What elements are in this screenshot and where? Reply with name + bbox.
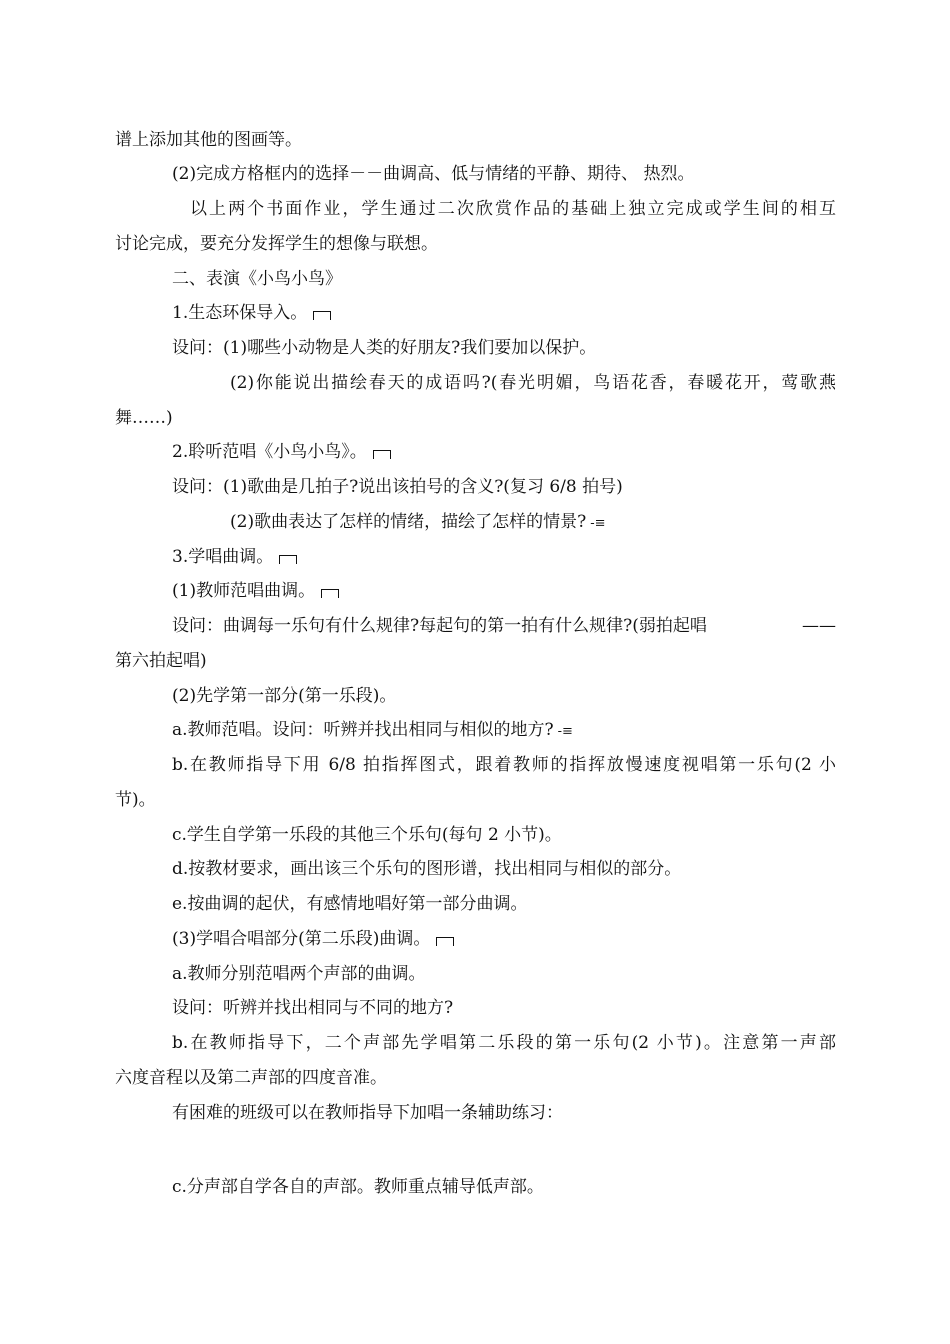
text-span: a.教师范唱。设问：听辨并找出相同与相似的地方? [172,720,554,740]
text-line: (2)你能说出描绘春天的成语吗?(春光明媚，鸟语花香，春暖花开，莺歌燕 [230,373,836,393]
text-line: 舞……) [115,408,173,428]
text-line: b.在教师指导下用 6/8 拍指挥图式，跟着教师的指挥放慢速度视唱第一乐句(2 小 [172,755,836,775]
text-span: (3)学唱合唱部分(第二乐段)曲调。 [172,929,431,949]
text-line [172,302,331,324]
text-line [172,580,339,602]
dash-mark: -≡ [590,516,606,531]
text-line: 谱上添加其他的图画等。 [115,130,302,150]
text-span: —— [802,616,836,636]
text-line [172,615,836,637]
text-line: (2)先学第一部分(第一乐段)。 [172,686,397,706]
text-line: 讨论完成，要充分发挥学生的想像与联想。 [115,234,438,254]
text-line: 节)。 [115,790,156,810]
text-line [230,511,606,535]
text-span: (1)教师范唱曲调。 [172,581,316,601]
text-line: 第六拍起唱) [115,651,207,671]
text-span: (2)歌曲表达了怎样的情绪，描绘了怎样的情景? [230,512,587,532]
text-line: a.教师分别范唱两个声部的曲调。 [172,964,426,984]
text-line: c.学生自学第一乐段的其他三个乐句(每句 2 小节)。 [172,825,562,845]
text-span: 3.学唱曲调。 [172,547,274,567]
music-mark-icon [321,589,339,598]
music-mark-icon [313,311,331,320]
text-line: 设问：(1)哪些小动物是人类的好朋友?我们要加以保护。 [172,338,597,358]
text-line: e.按曲调的起伏，有感情地唱好第一部分曲调。 [172,894,528,914]
music-mark-icon [373,450,391,459]
text-line: 设问：(1)歌曲是几拍子?说出该拍号的含义?(复习 6/8 拍号) [172,477,623,497]
music-mark-icon [279,555,297,564]
text-line [172,546,297,568]
music-mark-icon [436,937,454,946]
text-line: 设问：听辨并找出相同与不同的地方? [172,998,454,1018]
text-line: d.按教材要求，画出该三个乐句的图形谱，找出相同与相似的部分。 [172,859,682,879]
text-span: 1.生态环保导入。 [172,303,308,323]
text-span: 2.聆听范唱《小鸟小鸟》。 [172,442,367,462]
text-line: (2)完成方格框内的选择－－曲调高、低与情绪的平静、期待、 热烈。 [172,164,695,184]
text-span: 设问：曲调每一乐句有什么规律?每起句的第一拍有什么规律?(弱拍起唱 [172,616,707,636]
text-line [172,719,573,743]
dash-mark: -≡ [557,724,573,739]
section-heading: 二、表演《小鸟小鸟》 [172,269,342,289]
text-line: 以上两个书面作业，学生通过二次欣赏作品的基础上独立完成或学生间的相互 [190,199,836,219]
text-line: 六度音程以及第二声部的四度音准。 [115,1068,387,1088]
text-line [172,441,391,463]
text-line: c.分声部自学各自的声部。教师重点辅导低声部。 [172,1177,544,1197]
text-line: 有困难的班级可以在教师指导下加唱一条辅助练习： [172,1103,563,1123]
text-line: b.在教师指导下，二个声部先学唱第二乐段的第一乐句(2 小节)。注意第一声部 [172,1033,836,1053]
text-line [172,928,454,950]
